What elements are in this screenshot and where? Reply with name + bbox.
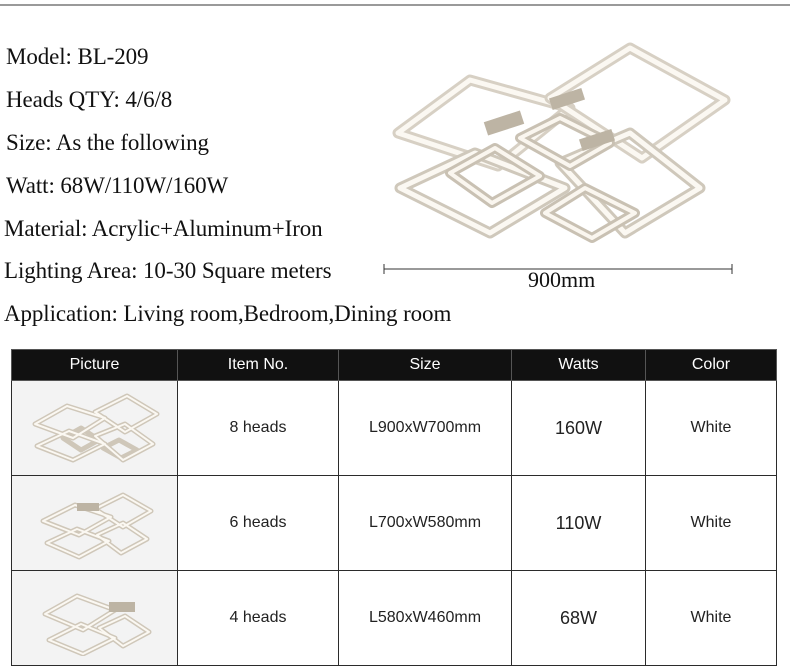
table-row [12, 571, 777, 666]
header-watts: Watts [512, 350, 646, 381]
spec-heads-qty: Heads QTY: 4/6/8 [6, 87, 173, 112]
spec-model: Model: BL-209 [6, 44, 149, 69]
dimension-label: 900mm [528, 267, 596, 292]
header-picture: Picture [12, 350, 178, 381]
row-item-no: 6 heads [178, 476, 339, 571]
spec-watt: Watt: 68W/110W/160W [6, 173, 229, 198]
row-picture [12, 571, 178, 666]
chandelier-product-image [380, 38, 740, 258]
spec-material: Material: Acrylic+Aluminum+Iron [4, 216, 323, 241]
header-size: Size [339, 350, 512, 381]
header-color: Color [646, 350, 777, 381]
row-item-no: 4 heads [178, 571, 339, 666]
chandelier-8-heads-thumbnail [25, 386, 165, 466]
row-watts: 110W [512, 476, 646, 571]
spec-application: Application: Living room,Bedroom,Dining room [4, 301, 452, 326]
table-row [12, 381, 777, 476]
row-picture [12, 476, 178, 571]
row-size: L900xW700mm [339, 381, 512, 476]
table-header-row [12, 350, 777, 381]
chandelier-6-heads-thumbnail [25, 481, 165, 561]
header-item-no: Item No. [178, 350, 339, 381]
row-watts: 160W [512, 381, 646, 476]
size-table [11, 349, 777, 666]
chandelier-4-heads-thumbnail [25, 576, 165, 656]
top-divider [0, 4, 790, 6]
table-row [12, 476, 777, 571]
spec-lighting-area: Lighting Area: 10-30 Square meters [4, 258, 332, 283]
row-color: White [646, 571, 777, 666]
row-watts: 68W [512, 571, 646, 666]
row-item-no: 8 heads [178, 381, 339, 476]
row-picture [12, 381, 178, 476]
row-size: L580xW460mm [339, 571, 512, 666]
spec-size: Size: As the following [6, 130, 209, 155]
row-color: White [646, 381, 777, 476]
row-color: White [646, 476, 777, 571]
row-size: L700xW580mm [339, 476, 512, 571]
